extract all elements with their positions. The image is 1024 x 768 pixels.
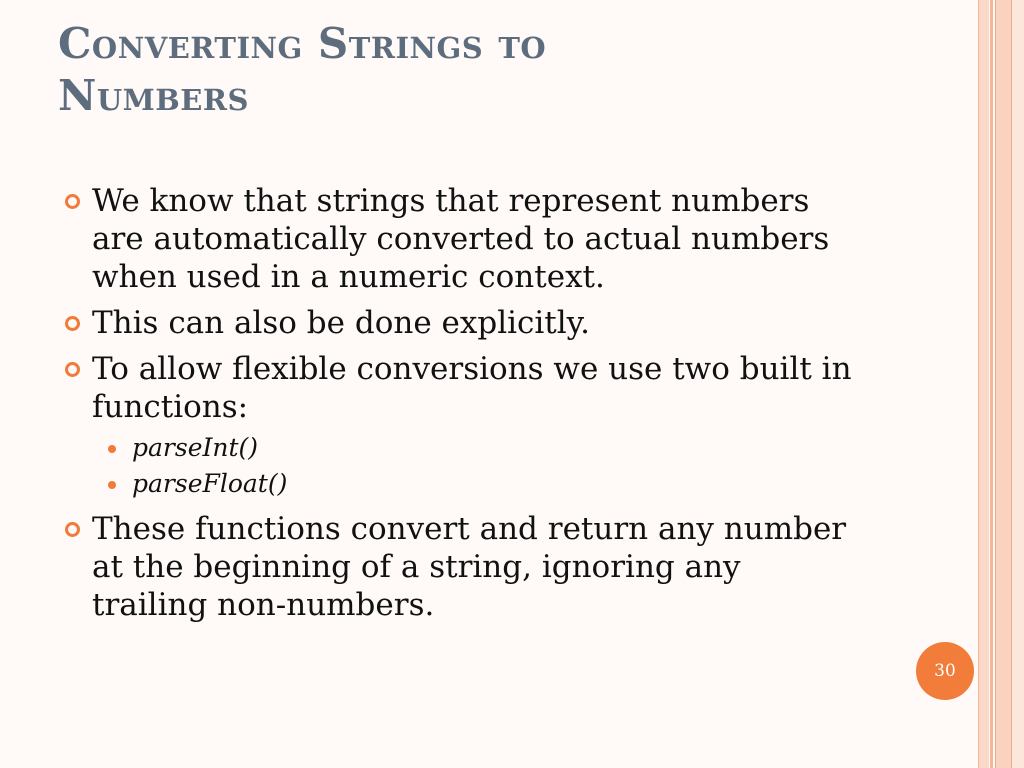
hollow-circle-bullet-icon xyxy=(65,194,80,209)
bullet-item xyxy=(62,510,862,624)
bullet-text: These functions convert and return any number at the beginning of a string, ignoring any trailing non-numbers. xyxy=(92,511,847,623)
bullet-text: To allow flexible conversions we use two built in functions: xyxy=(92,351,852,425)
filled-dot-bullet-icon xyxy=(108,445,116,453)
hollow-circle-bullet-icon xyxy=(65,522,80,537)
bullet-text: This can also be done explicitly. xyxy=(92,305,590,341)
bullet-item xyxy=(62,304,862,342)
slide-title-line-2: Numbers xyxy=(58,71,249,120)
decorative-stripe xyxy=(1012,0,1024,768)
hollow-circle-bullet-icon xyxy=(65,316,80,331)
decorative-stripe xyxy=(978,0,989,768)
sub-bullet-item xyxy=(92,466,862,502)
filled-dot-bullet-icon xyxy=(108,481,116,489)
page-number-badge xyxy=(916,642,974,700)
sub-bullet-text: parseFloat() xyxy=(132,469,288,498)
bullet-text: We know that strings that represent numbers are automatically converted to actual numbers when used in a numeric context. xyxy=(92,183,830,295)
sub-bullet-list xyxy=(92,430,862,502)
decorative-stripe xyxy=(995,0,1012,768)
bullet-item xyxy=(62,350,862,502)
slide-title-line-1: Converting Strings to xyxy=(58,19,547,68)
sub-bullet-item xyxy=(92,430,862,466)
sub-bullet-text: parseInt() xyxy=(132,433,259,462)
slide-title xyxy=(58,18,938,122)
page-number: 30 xyxy=(934,661,956,681)
bullet-item xyxy=(62,182,862,296)
bullet-list xyxy=(62,182,862,632)
hollow-circle-bullet-icon xyxy=(65,362,80,377)
decorative-stripe xyxy=(990,0,993,768)
